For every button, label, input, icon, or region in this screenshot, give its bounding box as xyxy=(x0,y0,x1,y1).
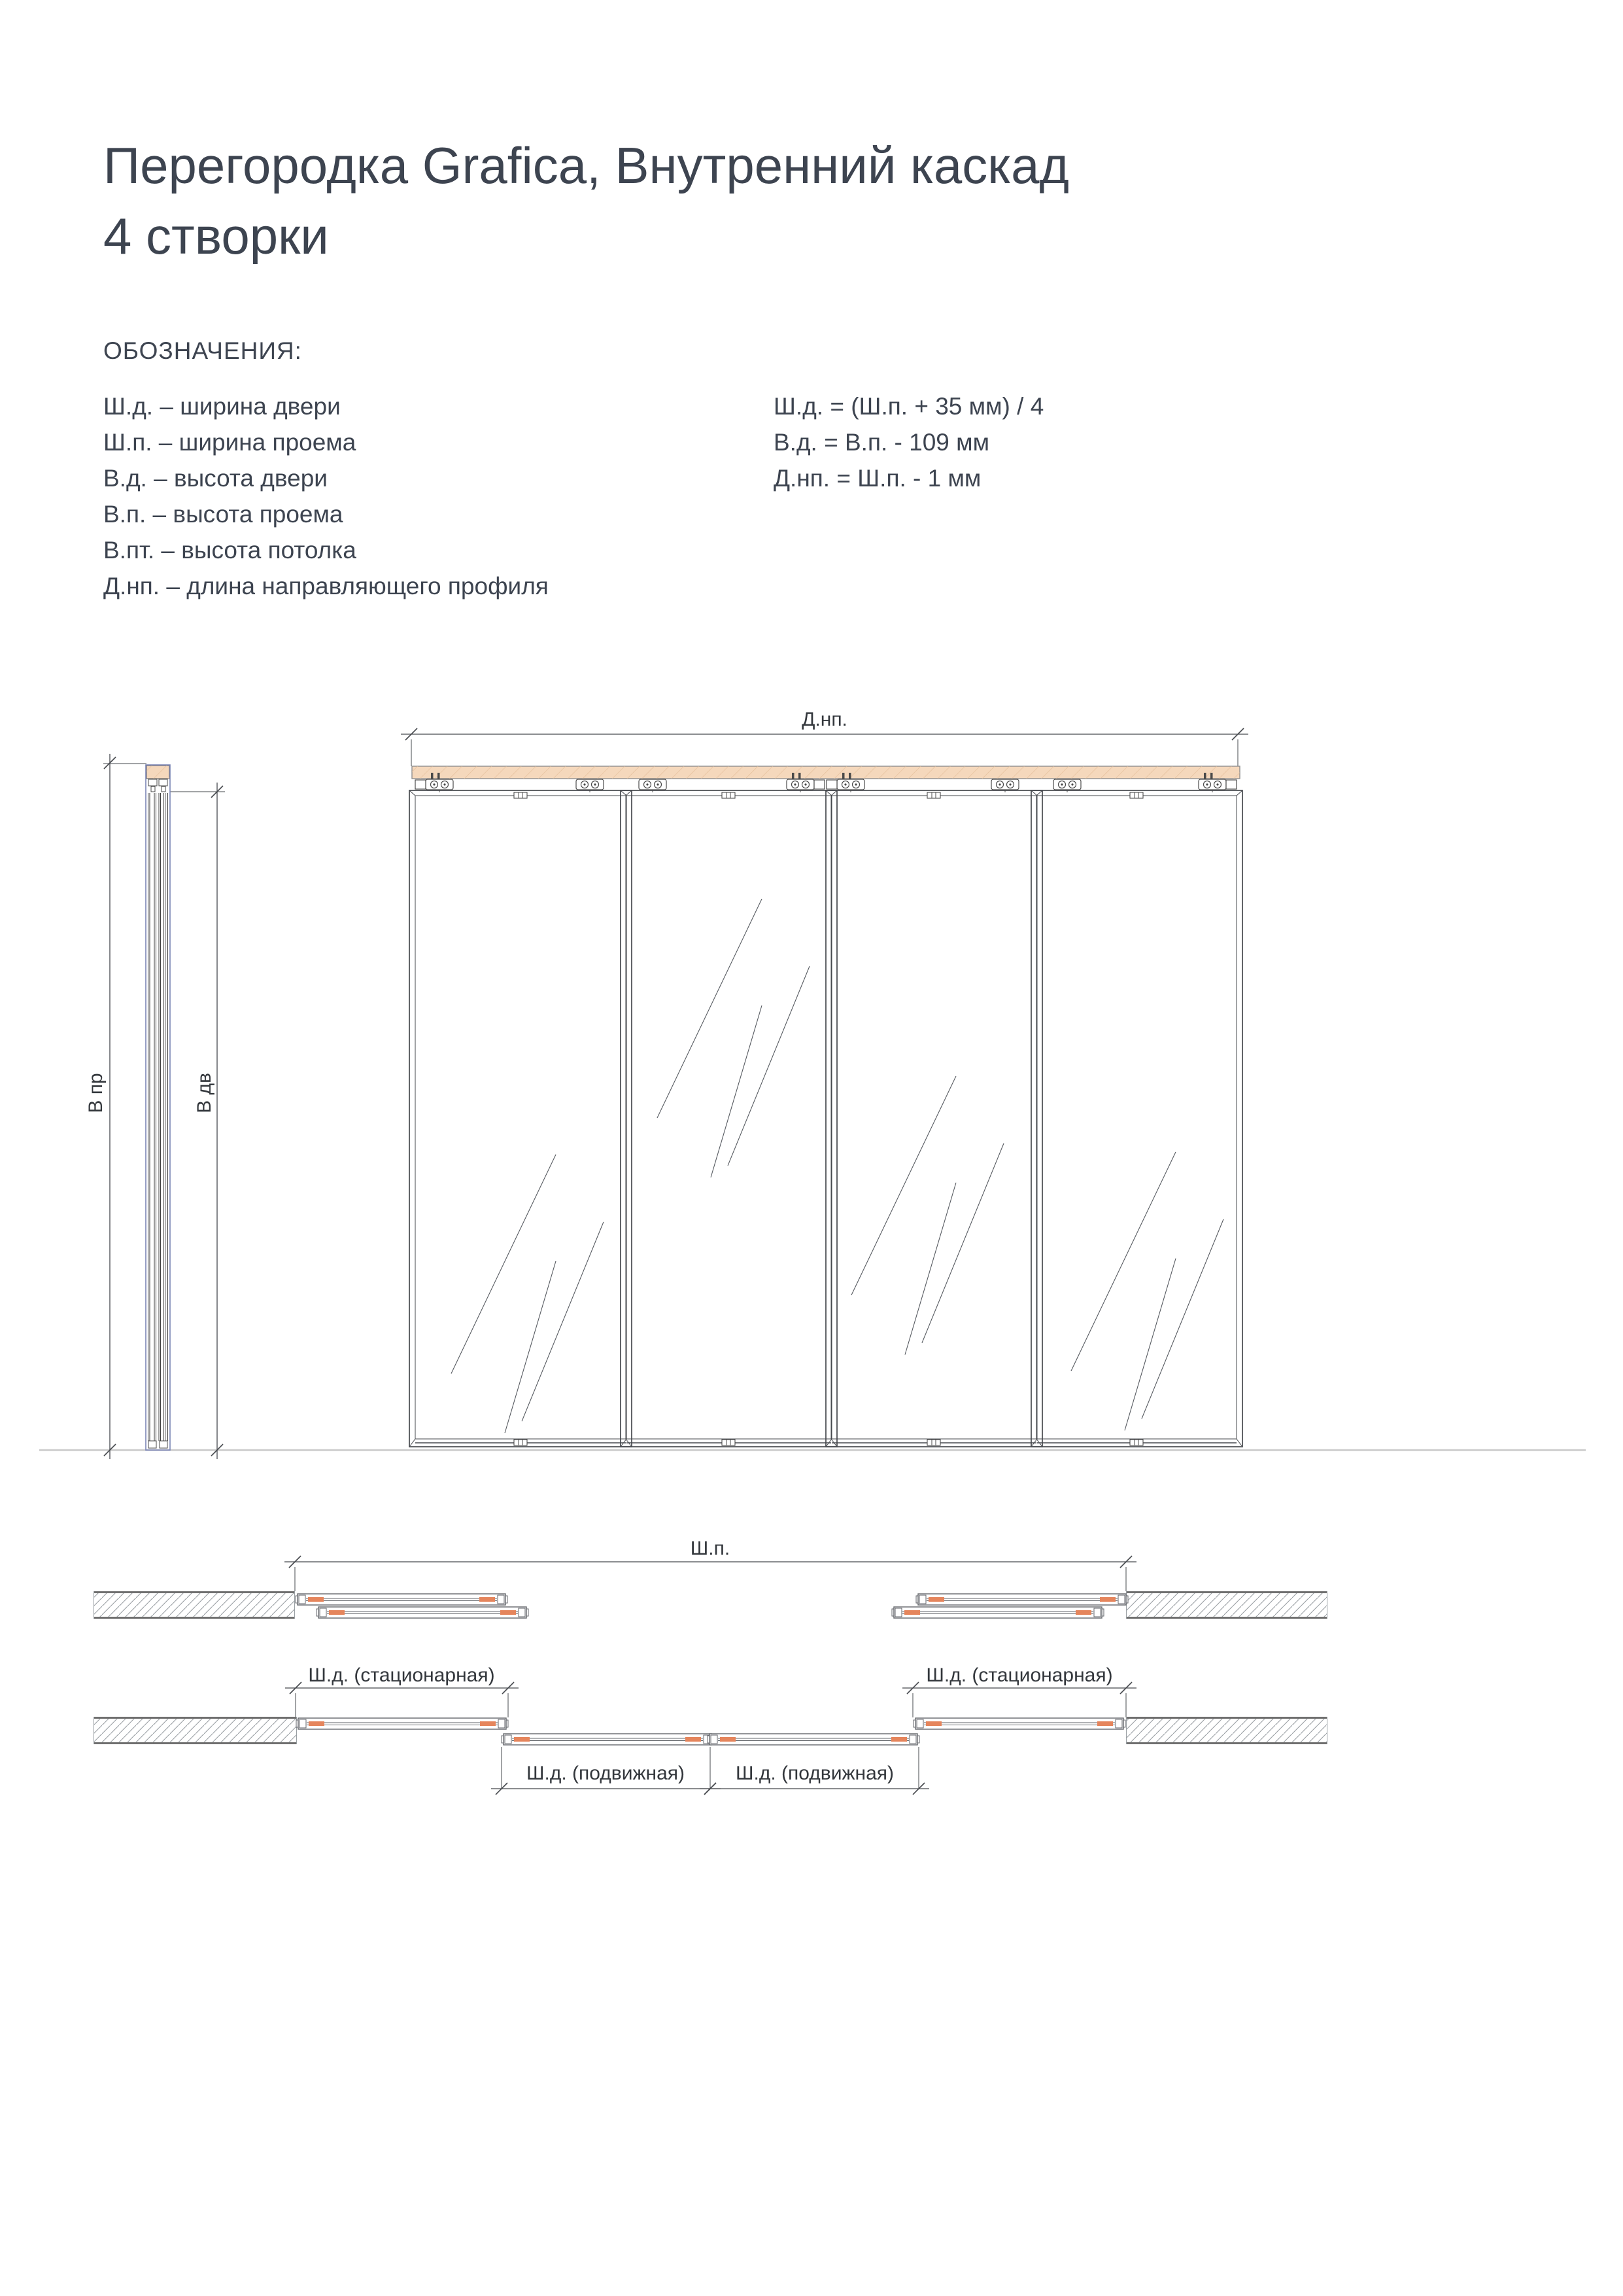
door-panel-plan xyxy=(316,1607,528,1618)
legend-heading: ОБОЗНАЧЕНИЯ: xyxy=(103,337,302,364)
door-leaves-section xyxy=(148,793,168,1441)
door-panel-plan xyxy=(296,1594,507,1605)
formula: Ш.д. = (Ш.п. + 35 мм) / 4 xyxy=(774,393,1044,420)
page-title-line1: Перегородка Grafica, Внутренний каскад xyxy=(103,137,1070,194)
page-title-line2: 4 створки xyxy=(103,207,329,265)
panel-bracket-icon xyxy=(927,792,940,798)
glass-reflection xyxy=(657,899,810,1177)
panel-brackets xyxy=(514,792,1143,1445)
legend-item: Ш.д. – ширина двери xyxy=(103,393,341,420)
dim-label-opening-width: Ш.п. xyxy=(690,1538,730,1559)
door-panel-plan xyxy=(892,1607,1104,1618)
panel-bracket-icon xyxy=(1130,792,1143,798)
dim-label-door-height: В дв xyxy=(194,1073,215,1113)
door-panel xyxy=(621,790,837,1447)
door-panel xyxy=(1031,790,1242,1447)
panel-bracket-icon xyxy=(927,1440,940,1445)
formula: В.д. = В.п. - 109 мм xyxy=(774,429,990,456)
dim-stationary-width xyxy=(285,1682,1136,1717)
door-panel xyxy=(826,790,1042,1447)
front-view xyxy=(401,709,1248,1447)
dim-door-height xyxy=(211,783,223,1459)
door-panel-plan xyxy=(914,1718,1125,1729)
plan-view-open xyxy=(94,1664,1327,1795)
legend-item: В.пт. – высота потолка xyxy=(103,537,356,564)
wall-section xyxy=(94,1591,295,1619)
wall-section xyxy=(94,1717,297,1744)
wall-section xyxy=(1126,1591,1327,1619)
panel-bracket-icon xyxy=(514,1440,527,1445)
panel-bracket-icon xyxy=(722,1440,735,1445)
formula: Д.нп. = Ш.п. - 1 мм xyxy=(774,465,982,492)
dim-label-stationary-right: Ш.д. (стационарная) xyxy=(926,1664,1113,1686)
panel-bracket-icon xyxy=(514,792,527,798)
dim-label-movable-right: Ш.д. (подвижная) xyxy=(735,1763,895,1784)
legend-item: В.п. – высота проема xyxy=(103,501,343,528)
door-panels xyxy=(409,790,1242,1447)
roller-section-icon xyxy=(148,779,167,792)
side-view xyxy=(85,754,225,1459)
wall-section xyxy=(1126,1717,1327,1744)
door-panel-plan xyxy=(708,1734,919,1745)
dim-label-track-length: Д.нп. xyxy=(802,709,847,730)
door-panel-plan xyxy=(296,1718,508,1729)
legend-item: Ш.п. – ширина проема xyxy=(103,429,356,456)
panel-bracket-icon xyxy=(1130,1440,1143,1445)
dim-label-movable-left: Ш.д. (подвижная) xyxy=(526,1763,685,1784)
plan-view-closed xyxy=(94,1538,1327,1619)
door-panel-plan xyxy=(502,1734,713,1745)
glass-reflection xyxy=(1071,1152,1223,1430)
glass-reflection xyxy=(451,1155,604,1433)
door-panel-plan xyxy=(916,1594,1128,1605)
dim-label-stationary-left: Ш.д. (стационарная) xyxy=(308,1664,495,1686)
legend-item: В.д. – высота двери xyxy=(103,465,328,492)
door-panel xyxy=(409,790,632,1447)
glass-reflection xyxy=(851,1076,1004,1355)
dim-label-opening-height: В пр xyxy=(85,1073,107,1113)
panel-bracket-icon xyxy=(722,792,735,798)
legend-item: Д.нп. – длина направляющего профиля xyxy=(103,573,549,599)
